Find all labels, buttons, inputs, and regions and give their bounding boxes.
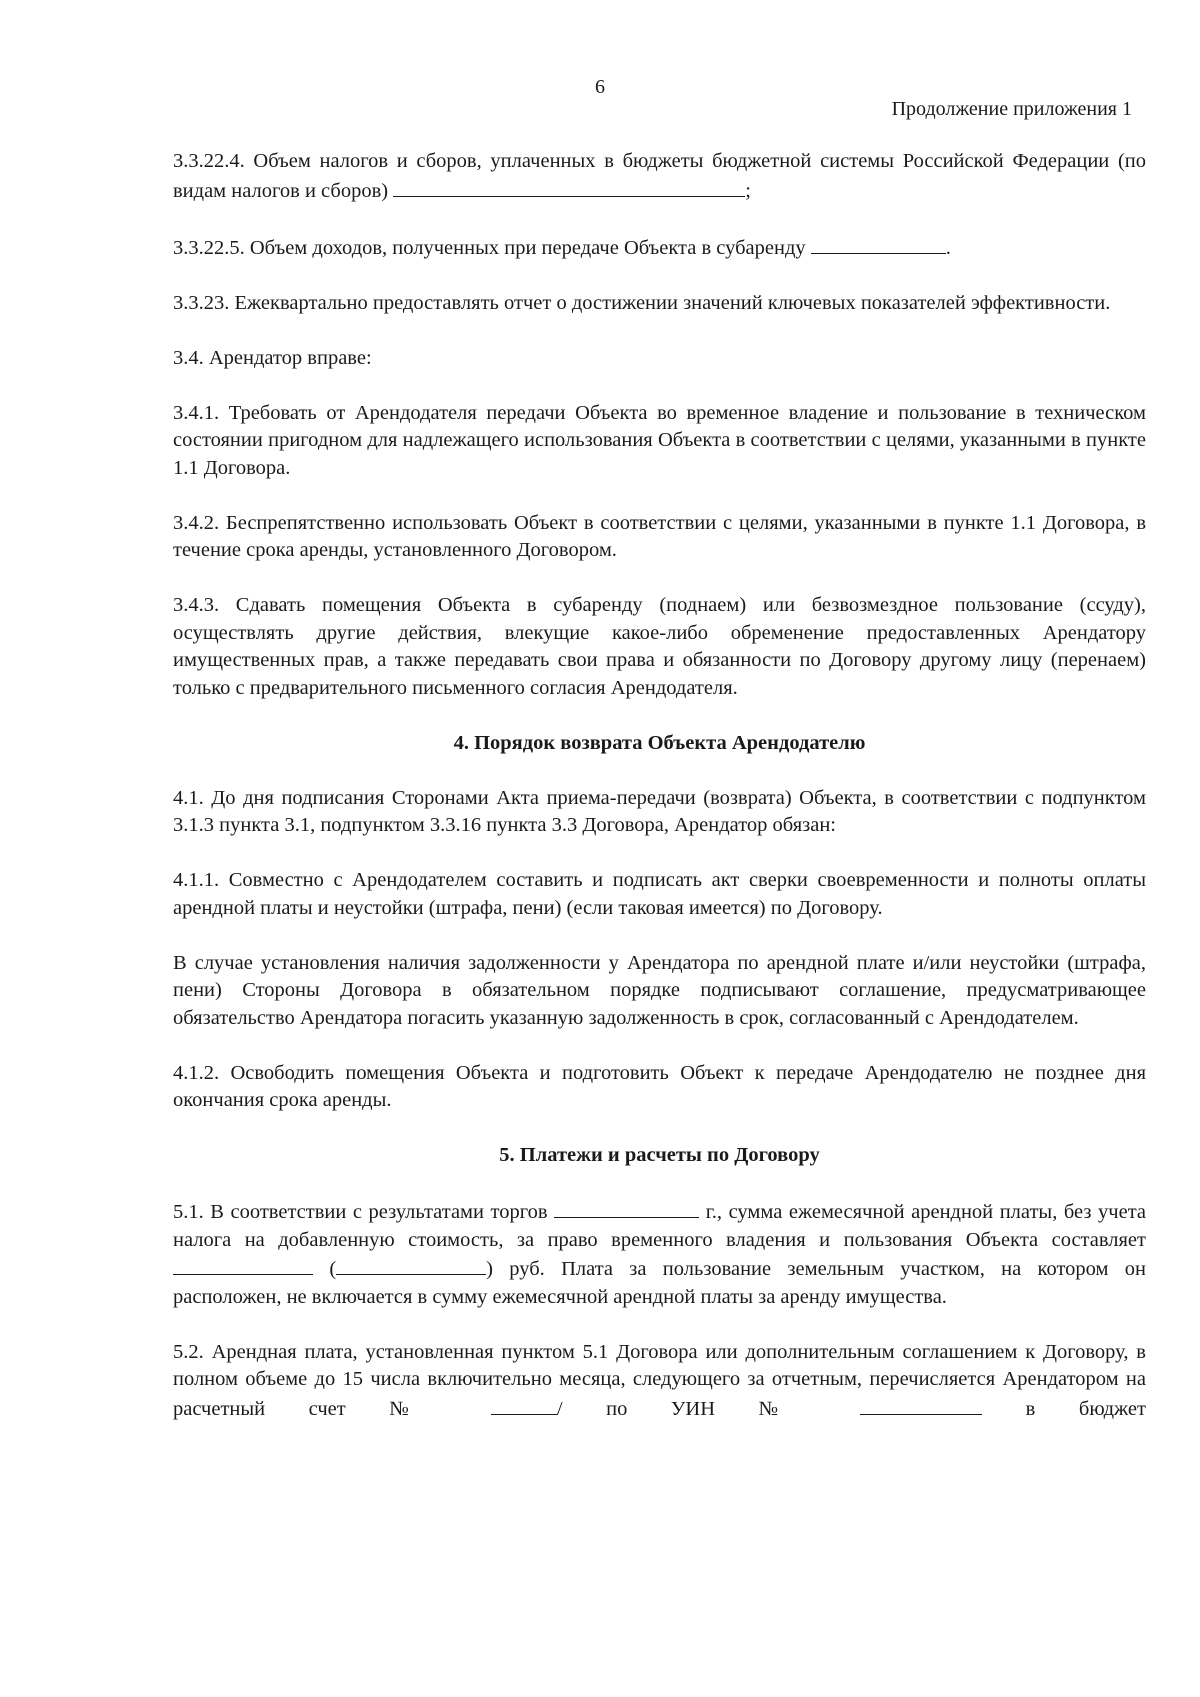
clause-4-1: 4.1. До дня подписания Сторонами Акта приема-передачи (возврата) Объекта, в соответствии с подпунктом 3.1.3 пункта 3.1, подпунктом 3.3.16 пункта 3.3 Договора, Арендатор обязан: <box>173 786 1146 836</box>
fill-blank <box>554 1197 699 1218</box>
clause-4-1-2: 4.1.2. Освободить помещения Объекта и подготовить Объект к передаче Арендодателю не позднее дня окончания срока аренды. <box>173 1061 1146 1111</box>
clause-3-3-23: 3.3.23. Ежеквартально предоставлять отчет о достижении значений ключевых показателей эффективности. <box>173 291 1111 314</box>
appendix-note: Продолжение приложения 1 <box>891 98 1132 120</box>
clause-3-3-22-4 <box>173 148 1146 205</box>
clause-text: ( <box>329 1258 337 1280</box>
section-heading-5: 5. Платежи и расчеты по Договору <box>499 1144 820 1166</box>
clause-text: 3.3.22.4. Объем налогов и сборов, уплаченных в бюджеты бюджетной системы Российской Федерации (по видам налогов и сборов) <box>173 150 1146 202</box>
clause-3-4-1: 3.4.1. Требовать от Арендодателя передачи Объекта во временное владение и пользование в техническом состоянии пригодном для надлежащего использования Объекта в соответствии с целями, указанными в пункте 1.1 Договора. <box>173 401 1146 479</box>
clause-text: 5.1. В соответствии с результатами торгов <box>173 1201 548 1223</box>
page-number: 6 <box>595 76 605 98</box>
document-body <box>173 148 1146 1423</box>
clause-5-1 <box>173 1197 1146 1311</box>
fill-blank <box>393 176 745 197</box>
fill-blank <box>811 233 946 254</box>
section-heading-4: 4. Порядок возврата Объекта Арендодателю <box>453 731 866 754</box>
clause-4-1-1-debt: В случае установления наличия задолженности у Арендатора по арендной плате и/или неустойки (штрафа, пени) Стороны Договора в обязательном порядке подписывают соглашение, предусматривающее обязательство Арендатора погасить указанную задолженность в срок, согласованный с Арендодателем. <box>173 951 1146 1029</box>
clause-3-3-22-5 <box>173 233 1146 263</box>
clause-end: ; <box>745 179 751 202</box>
clause-text: / по УИН № <box>556 1397 817 1420</box>
fill-blank <box>173 1254 313 1275</box>
clause-3-4: 3.4. Арендатор вправе: <box>173 346 372 369</box>
fill-blank <box>860 1394 982 1415</box>
clause-5-2 <box>173 1339 1146 1424</box>
clause-end: . <box>945 236 951 259</box>
clause-text: 3.3.22.5. Объем доходов, полученных при передаче Объекта в субаренду <box>173 236 806 259</box>
fill-blank <box>491 1394 557 1415</box>
clause-text: в бюджет <box>1025 1397 1146 1420</box>
fill-blank <box>336 1254 486 1275</box>
clause-text: ) руб. Плата за пользование земельным участком, на котором он расположен, не включается в сумму ежемесячной арендной платы за аренду имущества. <box>173 1258 1147 1308</box>
clause-4-1-1: 4.1.1. Совместно с Арендодателем составить и подписать акт сверки своевременности и полноты оплаты арендной платы и неустойки (штрафа, пени) (если таковая имеется) по Договору. <box>173 869 1146 919</box>
clause-text: г., сумма ежемесячной арендной платы, без учета налога на добавленную стоимость, за право временного владения и пользования Объекта составляет <box>173 1201 1147 1251</box>
clause-text: 5.2. Арендная плата, установленная пунктом 5.1 Договора или дополнительным соглашением к Договору, в полном объеме до 15 числа включительно месяца, следующего за отчетным, перечисляется Арендатором на расчетный счет № <box>173 1340 1146 1420</box>
clause-3-4-2: 3.4.2. Беспрепятственно использовать Объект в соответствии с целями, указанными в пункте 1.1 Договора, в течение срока аренды, установленного Договором. <box>173 511 1146 561</box>
clause-3-4-3: 3.4.3. Сдавать помещения Объекта в субаренду (поднаем) или безвозмездное пользование (ссуду), осуществлять другие действия, влекущие какое-либо обременение предоставленных Арендатору имущественных прав, а также передавать свои права и обязанности по Договору другому лицу (перенаем) только с предварительного письменного согласия Арендодателя. <box>173 594 1146 699</box>
